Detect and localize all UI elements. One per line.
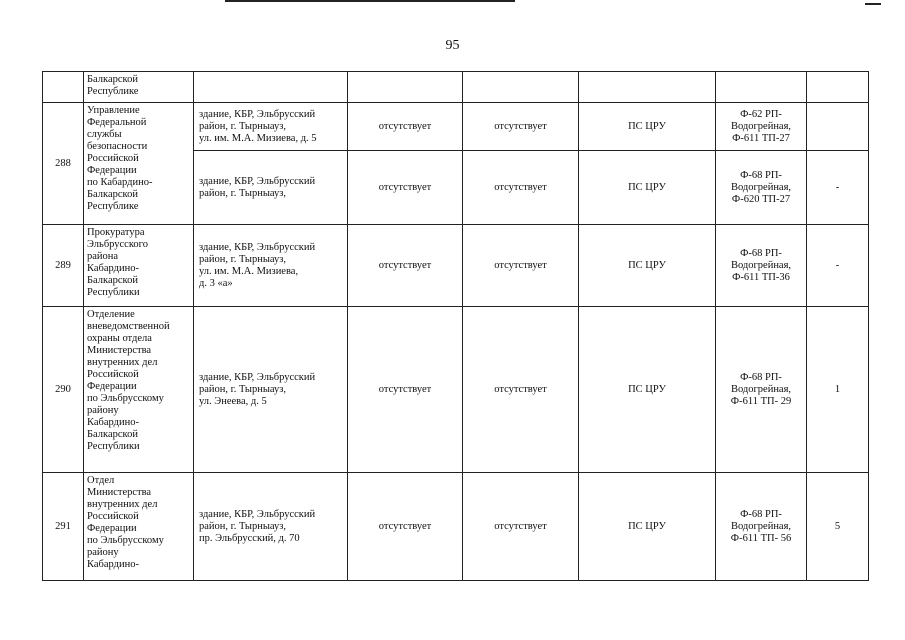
table-row bbox=[43, 72, 869, 103]
table-row bbox=[43, 225, 869, 307]
address: здание, КБР, Эльбрусский район, г. Тырныауз, пр. Эльбрусский, д. 70 bbox=[194, 473, 348, 581]
col-c: ПС ЦРУ bbox=[579, 307, 716, 473]
col-a: отсутствует bbox=[348, 473, 463, 581]
row-number: 290 bbox=[43, 307, 84, 473]
col-d: Ф-68 РП- Водогрейная, Ф-611 ТП- 56 bbox=[716, 473, 807, 581]
col-c: ПС ЦРУ bbox=[579, 103, 716, 151]
col-b: отсутствует bbox=[463, 225, 579, 307]
row-number: 289 bbox=[43, 225, 84, 307]
col-a: отсутствует bbox=[348, 103, 463, 151]
top-right-mark bbox=[865, 3, 881, 5]
registry-table bbox=[42, 71, 869, 581]
organization-name: Управление Федеральной службы безопасности Российской Федерации по Кабардино- Балкарской Республике bbox=[84, 103, 194, 225]
address: здание, КБР, Эльбрусский район, г. Тырныауз, ул. Энеева, д. 5 bbox=[194, 307, 348, 473]
table-row bbox=[43, 307, 869, 473]
col-c bbox=[579, 72, 716, 103]
col-a bbox=[348, 72, 463, 103]
col-d: Ф-62 РП- Водогрейная, Ф-611 ТП-27 bbox=[716, 103, 807, 151]
address: здание, КБР, Эльбрусский район, г. Тырныауз, bbox=[194, 151, 348, 225]
col-d bbox=[716, 72, 807, 103]
address: здание, КБР, Эльбрусский район, г. Тырныауз, ул. им. М.А. Мизиева, д. 3 «а» bbox=[194, 225, 348, 307]
col-b: отсутствует bbox=[463, 151, 579, 225]
row-number bbox=[43, 72, 84, 103]
organization-name: Отдел Министерства внутренних дел Российской Федерации по Эльбрусскому району Кабардино- bbox=[84, 473, 194, 581]
col-c: ПС ЦРУ bbox=[579, 473, 716, 581]
address bbox=[194, 72, 348, 103]
col-e: - bbox=[807, 225, 869, 307]
table-row bbox=[43, 473, 869, 581]
col-e: 5 bbox=[807, 473, 869, 581]
col-e bbox=[807, 72, 869, 103]
col-b: отсутствует bbox=[463, 473, 579, 581]
col-a: отсутствует bbox=[348, 225, 463, 307]
col-d: Ф-68 РП- Водогрейная, Ф-611 ТП-36 bbox=[716, 225, 807, 307]
col-e bbox=[807, 103, 869, 151]
address: здание, КБР, Эльбрусский район, г. Тырныауз, ул. им. М.А. Мизиева, д. 5 bbox=[194, 103, 348, 151]
col-b: отсутствует bbox=[463, 103, 579, 151]
col-d: Ф-68 РП- Водогрейная, Ф-611 ТП- 29 bbox=[716, 307, 807, 473]
row-number: 288 bbox=[43, 103, 84, 225]
table-row bbox=[43, 103, 869, 151]
row-number: 291 bbox=[43, 473, 84, 581]
organization-name: Отделение вневедомственной охраны отдела Министерства внутренних дел Российской Федерации по Эльбрусскому району Кабардино- Балкарской Республики bbox=[84, 307, 194, 473]
col-e: - bbox=[807, 151, 869, 225]
col-a: отсутствует bbox=[348, 151, 463, 225]
col-b bbox=[463, 72, 579, 103]
col-e: 1 bbox=[807, 307, 869, 473]
page-number: 95 bbox=[445, 38, 460, 53]
top-rule bbox=[225, 0, 515, 2]
organization-name: Балкарской Республике bbox=[84, 72, 194, 103]
col-a: отсутствует bbox=[348, 307, 463, 473]
col-b: отсутствует bbox=[463, 307, 579, 473]
organization-name: Прокуратура Эльбрусского района Кабардино- Балкарской Республики bbox=[84, 225, 194, 307]
col-c: ПС ЦРУ bbox=[579, 151, 716, 225]
col-d: Ф-68 РП- Водогрейная, Ф-620 ТП-27 bbox=[716, 151, 807, 225]
col-c: ПС ЦРУ bbox=[579, 225, 716, 307]
